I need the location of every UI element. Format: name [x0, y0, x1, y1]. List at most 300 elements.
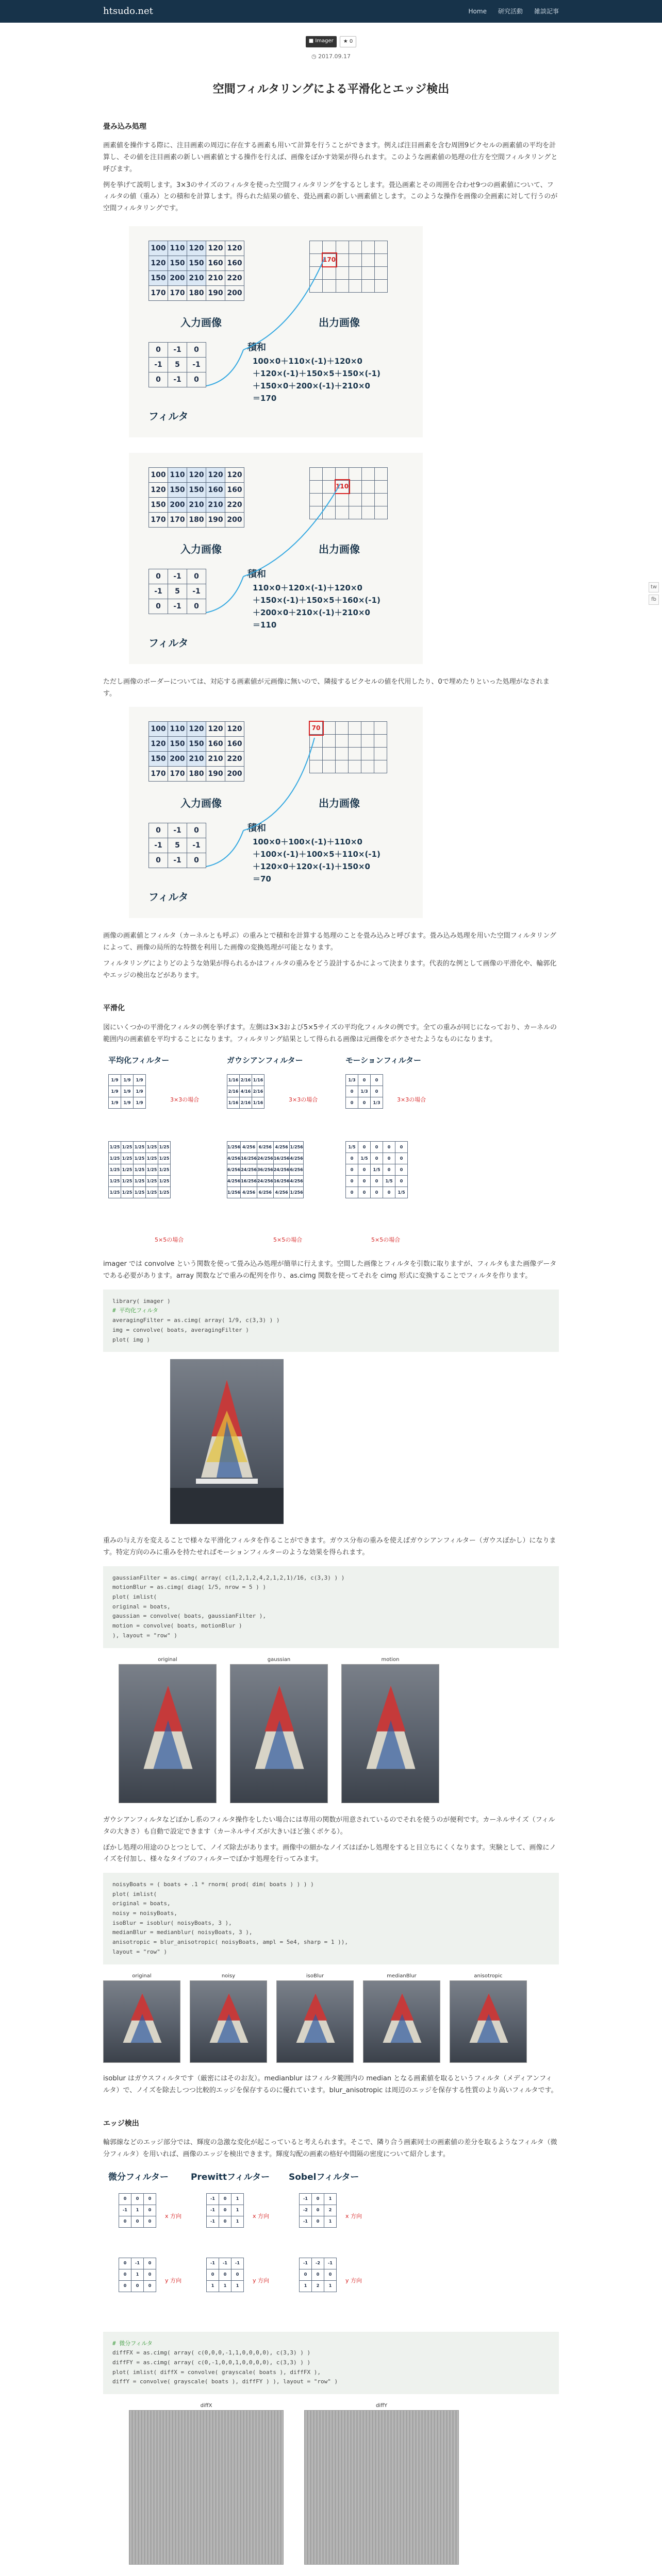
matrix-cell: -1 [300, 2193, 312, 2205]
arrow-icon [129, 453, 423, 664]
matrix-cell: -1 [168, 372, 187, 387]
sum-label: 積和 [247, 823, 266, 834]
matrix-cell: 0 [119, 2280, 131, 2292]
result-panel [230, 1655, 328, 1804]
matrix-cell: 1/9 [109, 1086, 121, 1097]
arrow-icon [129, 226, 423, 437]
matrix-cell: 1/25 [134, 1164, 146, 1176]
code-line: # 微分フィルタ [112, 2340, 153, 2347]
equation-line: ＝170 [253, 393, 277, 403]
matrix-cell: 1/16 [252, 1097, 264, 1109]
matrix-cell: 6/256 [227, 1164, 241, 1176]
filter-label: フィルタ [148, 891, 189, 904]
matrix-cell: 4/256 [273, 1187, 290, 1198]
result-panel [304, 2401, 459, 2565]
matrix-cell: 1/25 [134, 1176, 146, 1187]
matrix-cell: 1 [231, 2216, 244, 2227]
code-line: medianBlur = medianblur( noisyBoats, 3 ), [112, 1929, 253, 1936]
matrix-cell: -1 [187, 357, 206, 372]
size-label-3: 3×3の場合 [170, 1096, 200, 1104]
equation-line: ＝70 [253, 874, 271, 884]
input-image-label: 入力画像 [180, 543, 222, 555]
matrix-cell: 160 [225, 256, 244, 270]
matrix-cell: 1/25 [109, 1153, 121, 1164]
matrix-cell: 5 [168, 357, 187, 372]
boats-photo [170, 1359, 284, 1524]
matrix-cell: 1/25 [146, 1176, 158, 1187]
matrix-cell: 1 [131, 2269, 144, 2280]
matrix-cell: 0 [187, 599, 206, 614]
matrix-cell: 150 [187, 256, 206, 270]
matrix-cell: 1/5 [395, 1187, 408, 1198]
x-direction-label: x 方向 [345, 2212, 362, 2219]
filter-label: フィルタ [148, 636, 189, 649]
equation-line: ＋150×0＋200×(-1)＋210×0 [253, 381, 370, 391]
matrix-cell: 0 [312, 2193, 324, 2205]
matrix-cell: 2/16 [240, 1075, 252, 1086]
matrix-cell: 4/256 [290, 1176, 303, 1187]
matrix-cell: 0 [371, 1086, 383, 1097]
code-line: original = boats, [112, 1900, 171, 1907]
nav-link-blog[interactable]: 雑談記事 [534, 7, 559, 15]
matrix-cell: 0 [395, 1176, 408, 1187]
matrix-cell: 0 [187, 853, 206, 868]
matrix-cell: 1/9 [134, 1086, 146, 1097]
matrix-cell: 190 [206, 512, 225, 527]
matrix-cell: -1 [300, 2258, 312, 2269]
x-direction-label: x 方向 [253, 2212, 270, 2219]
matrix-cell: 120 [149, 256, 168, 270]
matrix-cell: -1 [119, 2205, 131, 2216]
matrix-cell: 0 [383, 1187, 395, 1198]
matrix-cell: 0 [346, 1086, 358, 1097]
matrix-cell: 1/9 [109, 1097, 121, 1109]
panel-image [363, 1980, 440, 2063]
matrix-cell: -1 [168, 823, 187, 838]
matrix-cell: 0 [358, 1176, 371, 1187]
matrix-cell: 1/9 [121, 1075, 134, 1086]
output-image-label: 出力画像 [319, 316, 360, 329]
code-block-2[interactable] [103, 1566, 559, 1648]
matrix-cell: 150 [168, 737, 187, 752]
matrix-cell: 0 [149, 823, 168, 838]
matrix-cell: -1 [324, 2258, 337, 2269]
matrix-cell: 1/25 [146, 1142, 158, 1153]
matrix-cell: 170 [149, 285, 168, 300]
matrix-cell: 24/256 [257, 1176, 273, 1187]
filter-matrix [119, 2258, 156, 2292]
paragraph: 例を挙げて説明します。3×3のサイズのフィルタを使った空間フィルタリングをするとします。畳込画素とその周囲を合わせ9つの画素値について、フィルタの値（重み）との積和を計算します。得られた結果の値を、畳込画素の新しい画素値とします。このような操作を画像の全画素に対して行うのが空間フィルタリングです。 [103, 181, 558, 212]
matrix-cell: 1 [207, 2280, 219, 2292]
matrix-cell: 0 [231, 2269, 244, 2280]
matrix-cell: 0 [383, 1153, 395, 1164]
code-line: motionBlur = as.cimg( diag( 1/5, nrow = 5 ) ) [112, 1584, 267, 1591]
matrix-cell: 0 [312, 2205, 324, 2216]
matrix-cell: 120 [225, 241, 244, 256]
paragraph: ぼかし処理の用途のひとつとして、ノイズ除去があります。画像中の細かなノイズはぼかし処理をすると目立ちにくくなります。実験として、画像にノイズを付加し、様々なタイプのフィルターでぼかす処理を行ってみます。 [103, 1843, 556, 1863]
filter-matrix [299, 2193, 337, 2228]
matrix-cell: 200 [225, 512, 244, 527]
matrix-cell: 0 [144, 2269, 156, 2280]
tag-imager-label: Imager [315, 38, 334, 44]
paragraph: imager では convolve という関数を使って畳み込み処理が簡単に行えます。空間した画像とフィルタを引数に取りますが、フィルタもまた画像データである必要があります。array 関数などで重みの配列を作り、as.cimg 関数を使ってそれを cimg 形式に変換することでフィルタを作ります。 [103, 1260, 557, 1280]
matrix-cell: -1 [168, 569, 187, 584]
result-panel [103, 1972, 180, 2063]
panel-image [276, 1980, 354, 2063]
y-direction-label: y 方向 [345, 2277, 362, 2284]
panel-image [341, 1664, 439, 1803]
sailboat-image [170, 1359, 284, 1524]
matrix-cell: 0 [219, 2216, 231, 2227]
tag-count[interactable]: ★ 0 [340, 36, 357, 47]
matrix-cell: 16/256 [241, 1153, 257, 1164]
matrix-cell: 5 [168, 584, 187, 599]
matrix-cell: 0 [187, 372, 206, 387]
result-panel [129, 2401, 284, 2565]
size-label-5: 5×5の場合 [155, 1236, 184, 1244]
matrix-cell: 0 [371, 1075, 383, 1086]
matrix-cell: 0 [346, 1153, 358, 1164]
result-panel [363, 1972, 440, 2063]
matrix-cell: 0 [395, 1142, 408, 1153]
code-line: isoBlur = isoblur( noisyBoats, 3 ), [112, 1919, 232, 1926]
matrix-cell: 0 [346, 1176, 358, 1187]
matrix-cell: 220 [225, 497, 244, 512]
matrix-cell: 1 [324, 2216, 337, 2227]
diff-filter-label: 微分フィルター [108, 2172, 169, 2182]
matrix-cell: -1 [168, 342, 187, 357]
matrix-cell: 0 [358, 1187, 371, 1198]
matrix-cell: 120 [206, 241, 225, 256]
page-title: 空間フィルタリングによる平滑化とエッジ検出 [212, 83, 450, 96]
code-line: gaussian = convolve( boats, gaussianFilter ), [112, 1613, 267, 1620]
equation-line: ＋120×(-1)＋150×5＋150×(-1) [253, 368, 380, 378]
matrix-cell: 2 [324, 2205, 337, 2216]
matrix-cell: 0 [144, 2205, 156, 2216]
output-image-label: 出力画像 [319, 797, 360, 810]
result-panel [341, 1655, 439, 1804]
code-block-4[interactable] [103, 2332, 559, 2394]
paragraph: 輪郭線などのエッジ部分では、輝度の急激な変化が起こっていると考えられます。そこで、隣り合う画素同士の画素値の差分を取るようなフィルタ（微分フィルタ）を用いれば、画像のエッジを検出できます。輝度勾配の画素の格好や間隔の密度について紹介します。 [103, 2139, 557, 2158]
result-panel [450, 1972, 527, 2063]
matrix-cell: 100 [149, 722, 168, 737]
panel-label: motion [381, 1656, 400, 1663]
matrix-cell: 0 [371, 1176, 383, 1187]
matrix-cell: 0 [395, 1153, 408, 1164]
filter-matrix [108, 1074, 146, 1109]
matrix-cell: 6/256 [257, 1142, 273, 1153]
panel-label: diffX [200, 2402, 212, 2409]
panel-image [103, 1980, 180, 2063]
paragraph: isoblur はガウスフィルタです（厳密にはそのお友）。medianblur はフィルタ範囲内の median となる画素値を取るというフィルタ（メディアンフィルタ）で、ノイズを除去しつつ比較的エッジを保存するのに優れています。blur_anisotropic は周辺のエッジを保存する性質のより高いフィルタです。 [103, 2075, 558, 2094]
smoothing-filters-figure [103, 1054, 559, 1249]
equation-line: ＋120×0＋120×(-1)＋150×0 [253, 862, 370, 872]
matrix-cell: 1/25 [121, 1164, 134, 1176]
post-date-text: 2017.09.17 [318, 53, 351, 60]
matrix-cell: 1/9 [134, 1097, 146, 1109]
matrix-cell: 1/25 [134, 1153, 146, 1164]
matrix-cell: 0 [383, 1142, 395, 1153]
matrix-cell: 220 [225, 270, 244, 285]
matrix-cell: 0 [144, 2280, 156, 2292]
matrix-cell: 160 [206, 737, 225, 752]
matrix-cell: -1 [149, 838, 168, 853]
paragraph: 画素値を操作する際に、注目画素の周辺に存在する画素も用いて計算を行うことができます。例えば注目画素を含む周囲9ピクセルの画素値の平均を計算し、その値を注目画素の新しい画素値とする操作を行えば、画像をぼかす効果が得られます。このような画素値の処理の仕方を空間フィルタリングと呼びます。 [103, 142, 558, 173]
matrix-cell: 1/25 [158, 1164, 171, 1176]
matrix-cell: -2 [300, 2205, 312, 2216]
matrix-cell: 210 [206, 752, 225, 767]
matrix-cell: 1/256 [227, 1142, 241, 1153]
matrix-cell: 120 [149, 737, 168, 752]
matrix-cell: 200 [168, 270, 187, 285]
code-line: diffY = convolve( grayscale( boats ), diffFY ) ), layout = "row" ) [112, 2378, 338, 2385]
site-brand[interactable]: htsudo.net [103, 6, 153, 17]
matrix-cell: 4/16 [240, 1086, 252, 1097]
nav-link-home[interactable]: Home [468, 7, 487, 15]
code-line: averagingFilter = as.cimg( array( 1/9, c(3,3) ) ) [112, 1317, 280, 1324]
input-image-label: 入力画像 [180, 316, 222, 329]
matrix-cell: 0 [371, 1142, 383, 1153]
matrix-cell: 0 [144, 2258, 156, 2269]
share-facebook-button[interactable]: fb [649, 595, 659, 605]
paragraph: 画像の画素値とフィルタ（カーネルとも呼ぶ）の重みとで積和を計算する処理のことを畳み込みと呼びます。畳み込み処理を用いた空間フィルタリングによって、画像の局所的な特徴を利用した画像の変換処理が可能となります。 [103, 932, 556, 952]
matrix-cell: 4/256 [227, 1153, 241, 1164]
matrix-cell: 1/256 [290, 1142, 303, 1153]
matrix-cell: 120 [187, 722, 206, 737]
matrix-cell: 0 [383, 1164, 395, 1176]
convolution-figure-3 [129, 707, 423, 918]
code-line: motion = convolve( boats, motionBlur ) [112, 1622, 242, 1630]
matrix-cell: 1/3 [346, 1075, 358, 1086]
size-label-5: 5×5の場合 [273, 1236, 303, 1244]
matrix-cell: 1/9 [134, 1075, 146, 1086]
result-panel [119, 1655, 217, 1804]
matrix-cell: 0 [346, 1097, 358, 1109]
article [103, 36, 559, 2565]
matrix-cell: 150 [149, 752, 168, 767]
matrix-cell: 1/5 [383, 1176, 395, 1187]
matrix-cell: 170 [149, 767, 168, 782]
nav-link-research[interactable]: 研究活動 [498, 7, 523, 15]
matrix-cell: 200 [168, 497, 187, 512]
matrix-cell: 1/25 [134, 1187, 146, 1198]
matrix-cell: 1/25 [109, 1176, 121, 1187]
matrix-cell: 1/5 [358, 1153, 371, 1164]
matrix-cell: 1/25 [146, 1153, 158, 1164]
matrix-cell: 1/256 [227, 1187, 241, 1198]
matrix-cell: 200 [168, 752, 187, 767]
edge-filters-figure [103, 2170, 559, 2325]
share-twitter-button[interactable]: tw [649, 582, 659, 592]
section-heading-convolution: 畳み込み処理 [103, 122, 146, 131]
paragraph: 重みの与え方を変えることで様々な平滑化フィルタを作ることができます。ガウス分布の重みを使えばガウシアンフィルター（ガウスぼかし）になります。特定方向のみに重みを持たせればモーションフィルターのような効果を得られます。 [103, 1537, 556, 1556]
matrix-cell: 0 [346, 1187, 358, 1198]
panel-label: noisy [221, 1973, 236, 1979]
matrix-cell: 0 [149, 599, 168, 614]
matrix-cell: 4/256 [273, 1142, 290, 1153]
matrix-cell: 5 [168, 838, 187, 853]
matrix-cell: 2/16 [240, 1097, 252, 1109]
matrix-cell: 2/16 [227, 1086, 240, 1097]
matrix-cell: 1/16 [227, 1097, 240, 1109]
tag-imager[interactable]: ■ Imager [306, 36, 337, 47]
matrix-cell: 1/5 [371, 1164, 383, 1176]
equation-line: ＋100×(-1)＋100×5＋110×(-1) [253, 850, 380, 859]
filter-matrix [345, 1141, 408, 1198]
matrix-cell: 0 [300, 2269, 312, 2280]
filter-matrix [206, 2258, 244, 2292]
matrix-cell: 180 [187, 512, 206, 527]
result-panel [190, 1972, 267, 2063]
denoise-result-panels [103, 1972, 559, 2063]
matrix-cell: 2 [312, 2280, 324, 2292]
matrix-cell: -1 [168, 599, 187, 614]
code-line: diffFX = as.cimg( array( c(0,0,0,-1,1,0,0,0,0), c(3,3) ) ) [112, 2349, 311, 2357]
matrix-cell: 4/256 [241, 1142, 257, 1153]
matrix-cell: -1 [149, 584, 168, 599]
panel-label: diffY [375, 2402, 388, 2409]
equation-line: ＋200×0＋210×(-1)＋210×0 [253, 607, 370, 617]
matrix-cell: 0 [219, 2193, 231, 2205]
code-block-1[interactable] [103, 1290, 559, 1352]
size-label-3: 3×3の場合 [397, 1096, 426, 1104]
matrix-cell: 0 [149, 342, 168, 357]
matrix-cell: 210 [206, 497, 225, 512]
matrix-cell: -1 [207, 2258, 219, 2269]
matrix-cell: 120 [187, 467, 206, 482]
matrix-cell: 210 [187, 497, 206, 512]
matrix-cell: 110 [168, 241, 187, 256]
matrix-cell: 1/5 [346, 1142, 358, 1153]
matrix-cell: 190 [206, 285, 225, 300]
panel-label: isoBlur [306, 1973, 324, 1979]
matrix-cell: 1/256 [290, 1187, 303, 1198]
matrix-cell: -1 [219, 2258, 231, 2269]
x-direction-label: x 方向 [165, 2212, 182, 2219]
matrix-cell: 0 [358, 1142, 371, 1153]
panel-label: original [158, 1656, 177, 1663]
top-navbar [0, 0, 662, 23]
code-line: anisotropic = blur_anisotropic( noisyBoats, ampl = 5e4, sharp = 1 )), [112, 1939, 348, 1946]
matrix-cell: 120 [206, 722, 225, 737]
matrix-cell: 0 [219, 2269, 231, 2280]
matrix-cell: 210 [206, 270, 225, 285]
matrix-cell: 1/25 [121, 1142, 134, 1153]
matrix-cell: 24/256 [273, 1164, 290, 1176]
matrix-cell: 1 [324, 2193, 337, 2205]
matrix-cell: -1 [149, 357, 168, 372]
matrix-cell: 150 [168, 482, 187, 497]
matrix-cell: 0 [149, 569, 168, 584]
matrix-cell: 0 [144, 2193, 156, 2205]
code-line: library( imager ) [112, 1297, 171, 1304]
matrix-cell: 4/256 [227, 1176, 241, 1187]
panel-image [129, 2410, 284, 2565]
smoothing-result-panels [119, 1655, 559, 1804]
matrix-cell: 160 [225, 482, 244, 497]
matrix-cell: 1/25 [109, 1164, 121, 1176]
code-line: diffFY = as.cimg( array( c(0,-1,0,0,1,0,0,0,0), c(3,3) ) ) [112, 2359, 311, 2366]
matrix-cell: 1 [131, 2205, 144, 2216]
matrix-cell: 1/25 [146, 1164, 158, 1176]
panel-label: medianBlur [387, 1973, 417, 1979]
sum-label: 積和 [247, 568, 266, 580]
filter-matrix [227, 1074, 264, 1109]
matrix-cell: 150 [149, 497, 168, 512]
matrix-cell: 150 [187, 737, 206, 752]
convolution-figure-2 [129, 453, 423, 664]
matrix-cell: 210 [187, 270, 206, 285]
section-heading-edge: エッジ検出 [103, 2119, 139, 2128]
matrix-cell: 16/256 [273, 1176, 290, 1187]
paragraph: 図にいくつかの平滑化フィルタの例を挙げます。左側は3×3および5×5サイズの平均化フィルタの例です。全ての重みが同じになっており、カーネルの範囲内の画素値を平均することになります。フィルタリング結果として得られる画像は元画像をボケさせたようなものになります。 [103, 1023, 557, 1043]
matrix-cell: 150 [187, 482, 206, 497]
matrix-cell: 36/256 [257, 1164, 273, 1176]
matrix-cell: 1/9 [121, 1086, 134, 1097]
matrix-cell: 210 [187, 752, 206, 767]
matrix-cell: -1 [207, 2216, 219, 2227]
matrix-cell: 6/256 [290, 1164, 303, 1176]
matrix-cell: 160 [206, 256, 225, 270]
panel-image [119, 1664, 217, 1803]
matrix-cell: 120 [206, 467, 225, 482]
matrix-cell: 1/9 [109, 1075, 121, 1086]
panel-label: original [132, 1973, 152, 1979]
article-tags [103, 36, 559, 47]
code-block-3[interactable] [103, 1873, 559, 1964]
matrix-cell: 1 [324, 2280, 337, 2292]
convolution-figure-1 [129, 226, 423, 437]
result-panel [276, 1972, 354, 2063]
matrix-cell: 150 [149, 270, 168, 285]
matrix-cell: 1/9 [121, 1097, 134, 1109]
matrix-cell: -1 [207, 2193, 219, 2205]
filter-label: フィルタ [148, 410, 189, 422]
matrix-cell: 6/256 [257, 1187, 273, 1198]
matrix-cell: 180 [187, 767, 206, 782]
matrix-cell: 24/256 [257, 1153, 273, 1164]
matrix-cell: 1/16 [227, 1075, 240, 1086]
matrix-cell: 1 [231, 2205, 244, 2216]
matrix-cell: 0 [187, 342, 206, 357]
panel-label: anisotropic [474, 1973, 503, 1979]
code-line: noisy = noisyBoats, [112, 1910, 177, 1917]
filter-matrix [299, 2258, 337, 2292]
matrix-cell: -2 [312, 2258, 324, 2269]
sobel-filter-label: Sobelフィルター [289, 2172, 359, 2182]
matrix-cell: 1/3 [371, 1097, 383, 1109]
matrix-cell: 0 [119, 2216, 131, 2227]
code-line: plot( imlist( [112, 1890, 157, 1897]
matrix-cell: 0 [358, 1097, 371, 1109]
matrix-cell: 1 [300, 2280, 312, 2292]
code-line: noisyBoats = ( boats + .1 * rnorm( prod( dim( boats ) ) ) ) [112, 1881, 314, 1888]
matrix-cell: 0 [187, 823, 206, 838]
matrix-cell: 150 [168, 256, 187, 270]
nav-links [469, 6, 559, 17]
input-image-label: 入力画像 [180, 797, 222, 810]
matrix-cell: 0 [149, 853, 168, 868]
filter-matrix [206, 2193, 244, 2228]
matrix-cell: 120 [225, 467, 244, 482]
matrix-cell: 2/16 [252, 1086, 264, 1097]
matrix-cell: 0 [119, 2258, 131, 2269]
matrix-cell: 70 [310, 722, 323, 735]
matrix-cell: 120 [187, 241, 206, 256]
size-label-3: 3×3の場合 [289, 1096, 318, 1104]
size-label-5: 5×5の場合 [371, 1236, 401, 1244]
matrix-cell: 0 [358, 1164, 371, 1176]
